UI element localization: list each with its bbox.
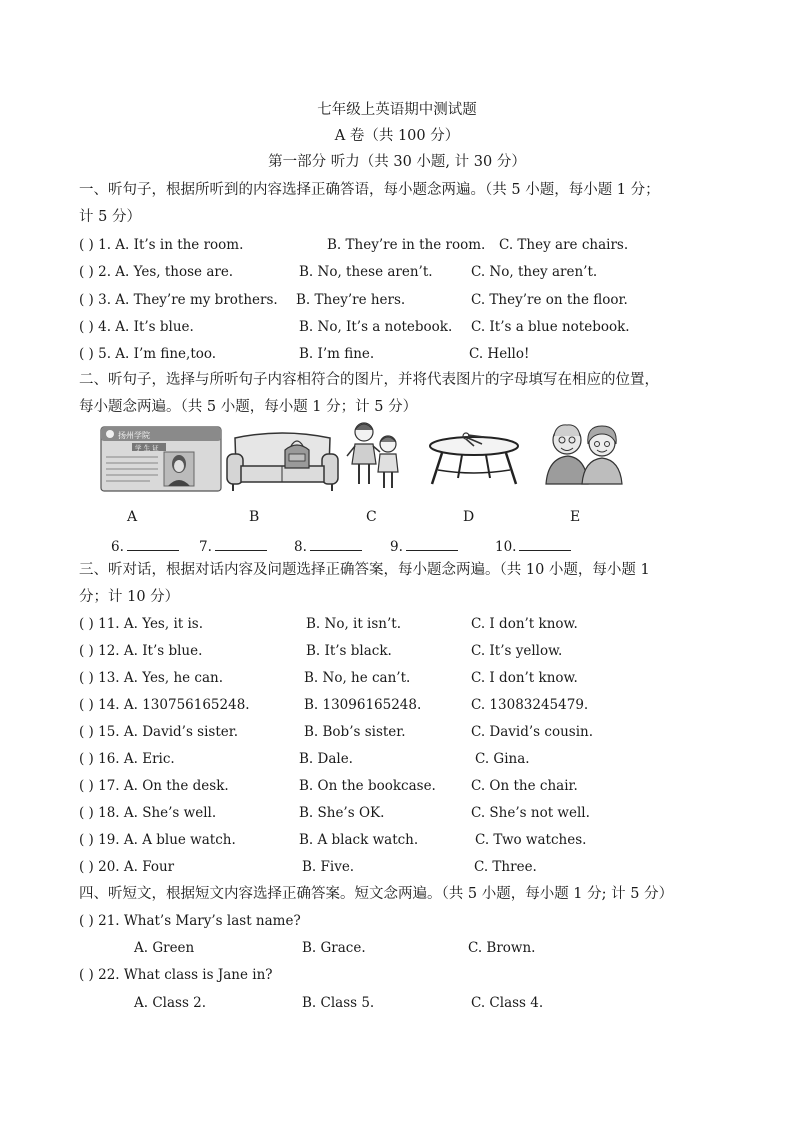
question-18-option-c: C. She’s not well. (471, 805, 590, 821)
part-heading: 第一部分 听力（共 30 小题, 计 30 分） (268, 154, 526, 170)
question-14-option-b: B. 13096165248. (304, 697, 422, 713)
question-19-option-b: B. A black watch. (299, 832, 419, 848)
question-12-option-a: ( ) 12. A. It’s blue. (79, 643, 203, 659)
question-3-option-c: C. They’re on the floor. (471, 292, 628, 308)
question-18-option-a: ( ) 18. A. She’s well. (79, 805, 217, 821)
question-13-option-b: B. No, he can’t. (304, 670, 411, 686)
question-2-option-b: B. No, these aren’t. (299, 264, 433, 280)
question-21-option-c: C. Brown. (468, 940, 536, 956)
question-3-option-a: ( ) 3. A. They’re my brothers. (79, 292, 278, 308)
question-11-option-b: B. No, it isn’t. (306, 616, 402, 632)
student-card-picture (100, 426, 222, 492)
section1-instruction: 一、听句子，根据所听到的内容选择正确答语，每小题念两遍。（共 5 小题，每小题 1 分； (79, 182, 660, 198)
answer-blank-6: 6. (111, 536, 179, 556)
question-17-option-b: B. On the bookcase. (299, 778, 436, 794)
keys-on-table-picture (428, 428, 520, 486)
picture-label-d: D (463, 509, 475, 525)
question-22-option-c: C. Class 4. (471, 995, 544, 1011)
picture-label-c: C (366, 509, 377, 525)
question-17-option-a: ( ) 17. A. On the desk. (79, 778, 229, 794)
question-21-stem: ( ) 21. What’s Mary’s last name? (79, 913, 301, 929)
picture-label-e: E (570, 509, 581, 525)
question-1-option-a: ( ) 1. A. It’s in the room. (79, 237, 244, 253)
answer-blank-10: 10. (495, 536, 571, 556)
question-15-option-b: B. Bob’s sister. (304, 724, 406, 740)
exam-title: 七年级上英语期中测试题 (317, 102, 477, 118)
picture-label-a: A (127, 509, 138, 525)
question-5-option-c: C. Hello! (469, 346, 530, 362)
question-19-option-a: ( ) 19. A. A blue watch. (79, 832, 236, 848)
question-22-stem: ( ) 22. What class is Jane in? (79, 967, 273, 983)
question-22-option-b: B. Class 5. (302, 995, 375, 1011)
question-2-option-a: ( ) 2. A. Yes, those are. (79, 264, 234, 280)
card-title: 扬州学院 (118, 431, 150, 440)
question-12-option-c: C. It’s yellow. (471, 643, 563, 659)
question-4-option-a: ( ) 4. A. It’s blue. (79, 319, 194, 335)
question-5-option-b: B. I’m fine. (299, 346, 375, 362)
question-14-option-a: ( ) 14. A. 130756165248. (79, 697, 250, 713)
sofa-picture (225, 428, 340, 494)
question-4-option-c: C. It’s a blue notebook. (471, 319, 630, 335)
question-1-option-c: C. They are chairs. (499, 237, 629, 253)
paper-subtitle: A 卷（共 100 分） (334, 128, 460, 144)
section4-instruction: 四、听短文，根据短文内容选择正确答案。短文念两遍。（共 5 小题，每小题 1 分; 计 5 分） (79, 886, 674, 902)
question-2-option-c: C. No, they aren’t. (471, 264, 598, 280)
section2-instruction: 二、听句子，选择与所听句子内容相符合的图片，并将代表图片的字母填写在相应的位置， (79, 372, 659, 388)
question-13-option-c: C. I don’t know. (471, 670, 578, 686)
card-label: 学 生 证 (135, 444, 159, 452)
answer-blank-8: 8. (294, 536, 362, 556)
question-16-option-a: ( ) 16. A. Eric. (79, 751, 175, 767)
answer-blank-7: 7. (199, 536, 267, 556)
question-11-option-a: ( ) 11. A. Yes, it is. (79, 616, 204, 632)
question-21-option-a: A. Green (134, 940, 195, 956)
question-1-option-b: B. They’re in the room. (327, 237, 486, 253)
question-20-option-c: C. Three. (474, 859, 537, 875)
section2-instruction-cont: 每小题念两遍。（共 5 小题，每小题 1 分；计 5 分） (79, 399, 418, 415)
section1-instruction-cont: 计 5 分） (79, 209, 141, 225)
question-20-option-b: B. Five. (302, 859, 355, 875)
question-13-option-a: ( ) 13. A. Yes, he can. (79, 670, 224, 686)
question-18-option-b: B. She’s OK. (299, 805, 385, 821)
question-12-option-b: B. It’s black. (306, 643, 392, 659)
answer-blank-9: 9. (390, 536, 458, 556)
question-21-option-b: B. Grace. (302, 940, 366, 956)
question-19-option-c: C. Two watches. (475, 832, 587, 848)
question-11-option-c: C. I don’t know. (471, 616, 578, 632)
section3-instruction-cont: 分；计 10 分） (79, 589, 180, 605)
question-20-option-a: ( ) 20. A. Four (79, 859, 175, 875)
children-picture (344, 420, 406, 492)
question-5-option-a: ( ) 5. A. I’m fine,too. (79, 346, 217, 362)
grandparents-picture (542, 416, 626, 486)
section3-instruction: 三、听对话，根据对话内容及问题选择正确答案，每小题念两遍。（共 10 小题，每小题 1 (79, 562, 650, 578)
question-14-option-c: C. 13083245479. (471, 697, 589, 713)
question-15-option-a: ( ) 15. A. David’s sister. (79, 724, 239, 740)
question-15-option-c: C. David’s cousin. (471, 724, 594, 740)
picture-label-b: B (249, 509, 260, 525)
question-22-option-a: A. Class 2. (134, 995, 207, 1011)
question-3-option-b: B. They’re hers. (296, 292, 406, 308)
question-16-option-c: C. Gina. (475, 751, 530, 767)
question-16-option-b: B. Dale. (299, 751, 353, 767)
question-17-option-c: C. On the chair. (471, 778, 578, 794)
question-4-option-b: B. No, It’s a notebook. (299, 319, 453, 335)
